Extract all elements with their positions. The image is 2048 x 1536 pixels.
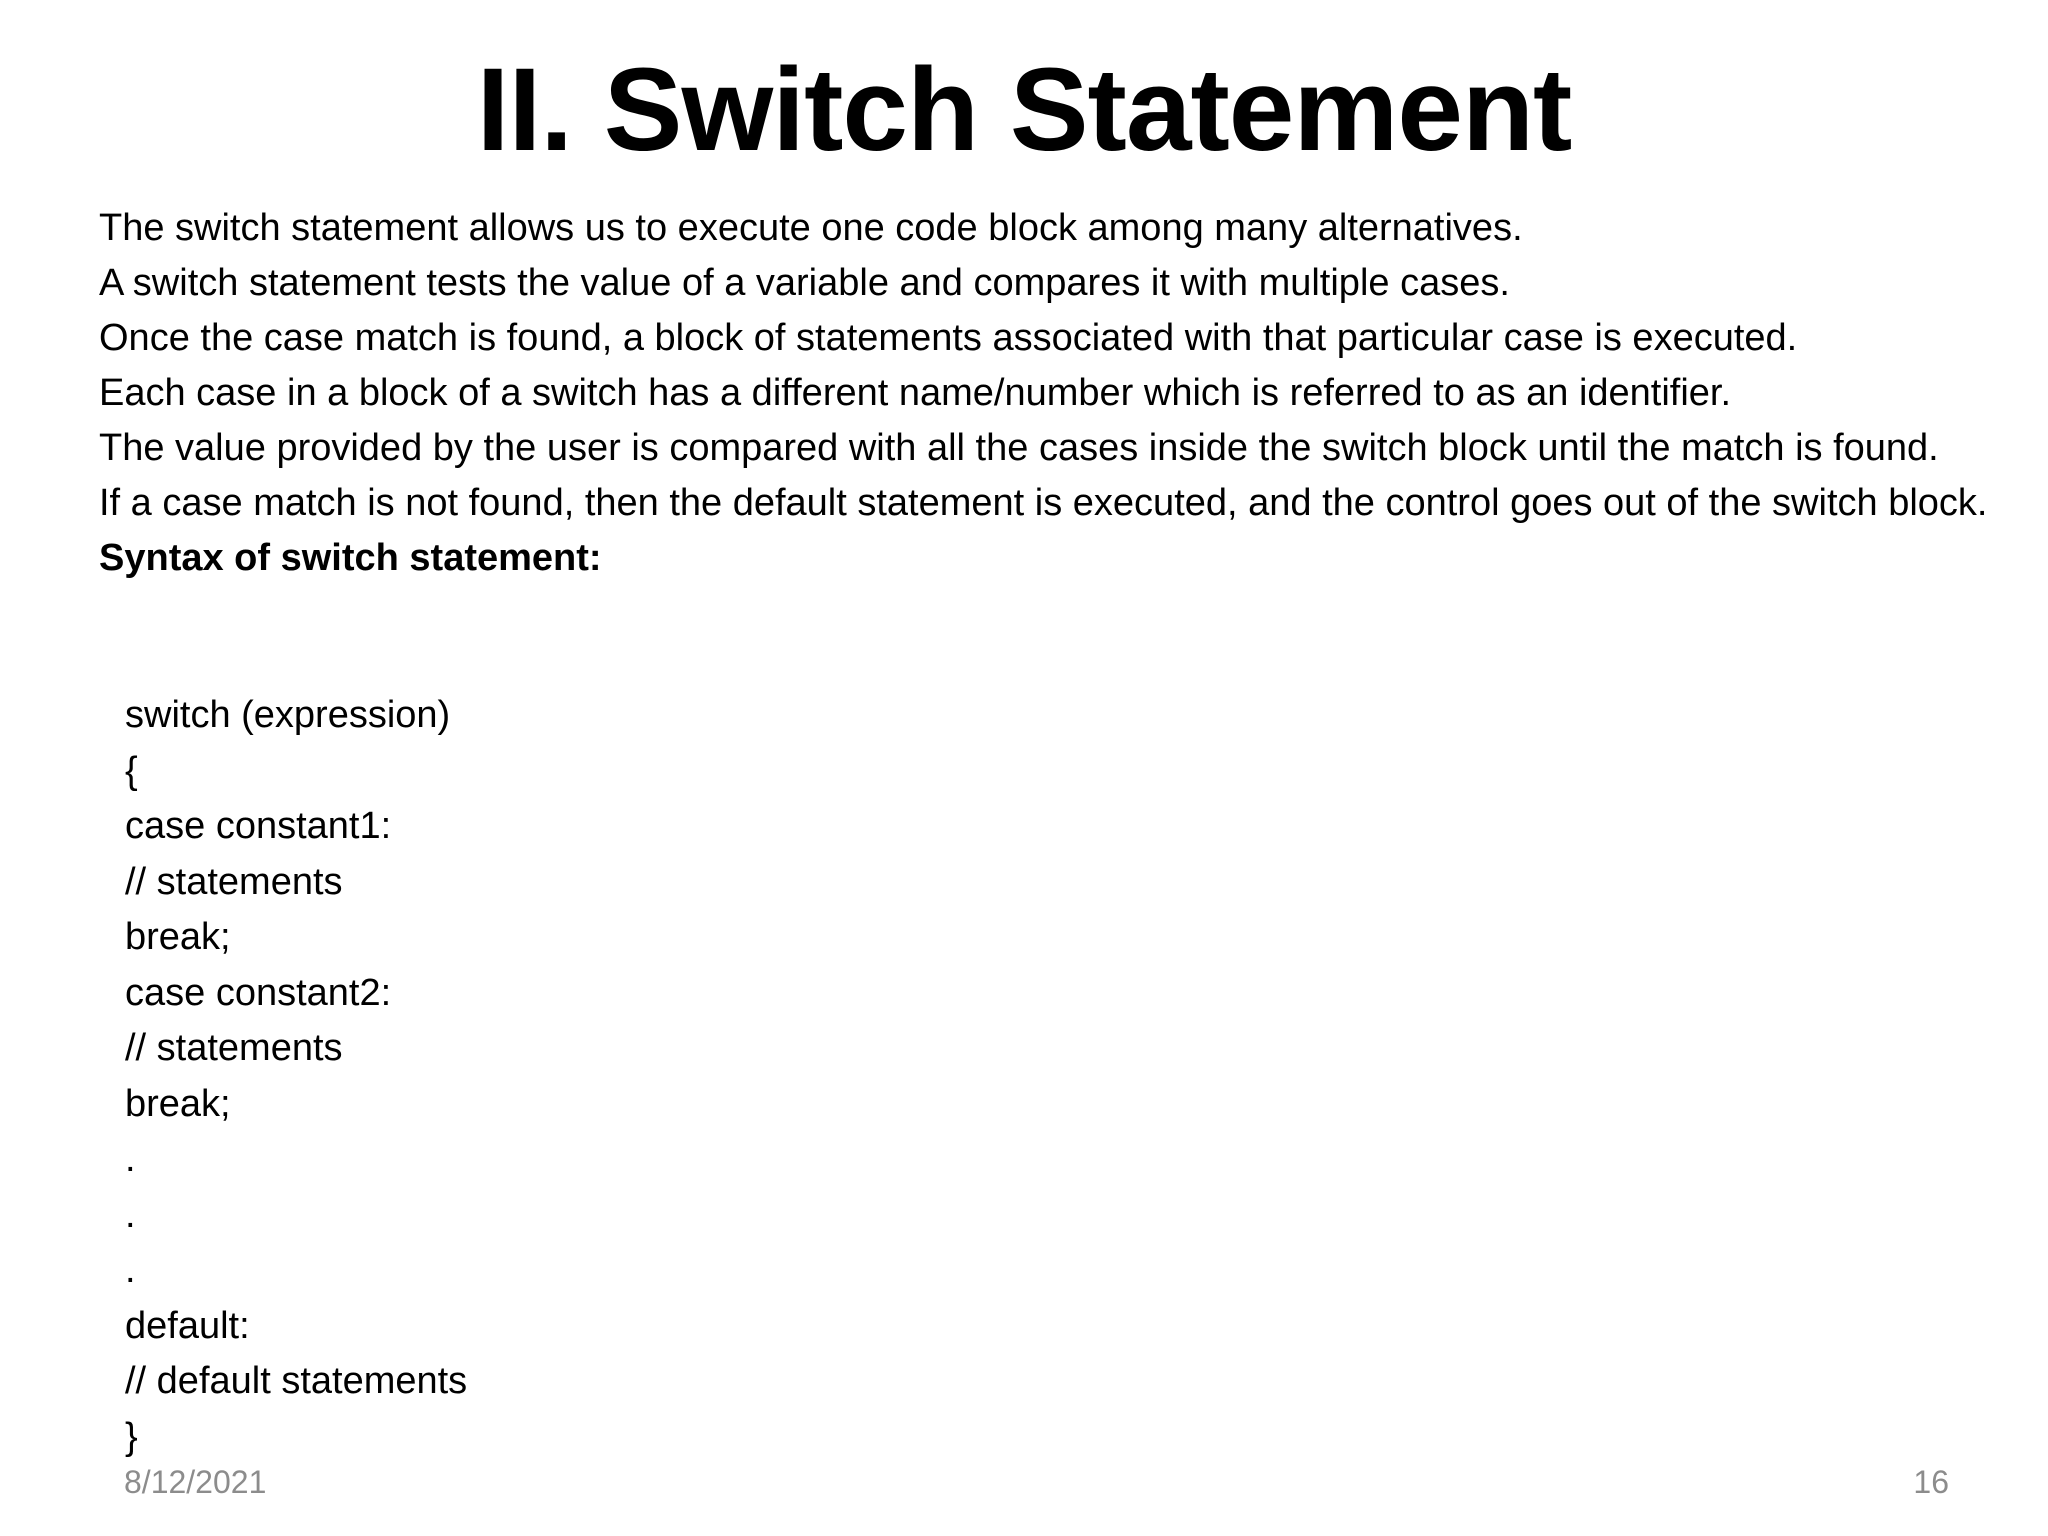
code-line: }	[125, 1415, 138, 1458]
paragraph: If a case match is not found, then the default statement is executed, and the control goes out of the switch block.	[99, 482, 1988, 524]
paragraph: Once the case match is found, a block of statements associated with that particular case is executed.	[99, 317, 1798, 359]
code-line: .	[125, 1193, 136, 1236]
code-line: case constant2:	[125, 971, 392, 1014]
code-line: break;	[125, 916, 231, 958]
code-line: .	[125, 1249, 136, 1291]
code-line: break;	[125, 1082, 231, 1125]
code-block	[125, 688, 467, 1465]
code-line: case constant1:	[125, 805, 392, 847]
paragraph: Each case in a block of a switch has a different name/number which is referred to as an identifier.	[99, 372, 1732, 414]
code-line: // statements	[125, 1027, 343, 1069]
syntax-heading: Syntax of switch statement:	[99, 537, 602, 579]
code-line: default:	[125, 1304, 250, 1347]
code-line: {	[125, 749, 138, 792]
footer-page-number: 16	[1913, 1464, 1949, 1500]
slide-title: II. Switch Statement	[476, 44, 1572, 176]
code-line: // default statements	[125, 1360, 468, 1402]
paragraph: The switch statement allows us to execute one code block among many alternatives.	[99, 207, 1523, 249]
paragraph: The value provided by the user is compared with all the cases inside the switch block until the match is found.	[99, 427, 1939, 469]
slide-body	[99, 206, 2019, 591]
code-line: // statements	[125, 860, 343, 903]
footer-date: 8/12/2021	[124, 1464, 267, 1500]
code-line: .	[125, 1138, 136, 1180]
paragraph: A switch statement tests the value of a variable and compares it with multiple cases.	[99, 262, 1510, 304]
code-line: switch (expression)	[125, 694, 451, 736]
